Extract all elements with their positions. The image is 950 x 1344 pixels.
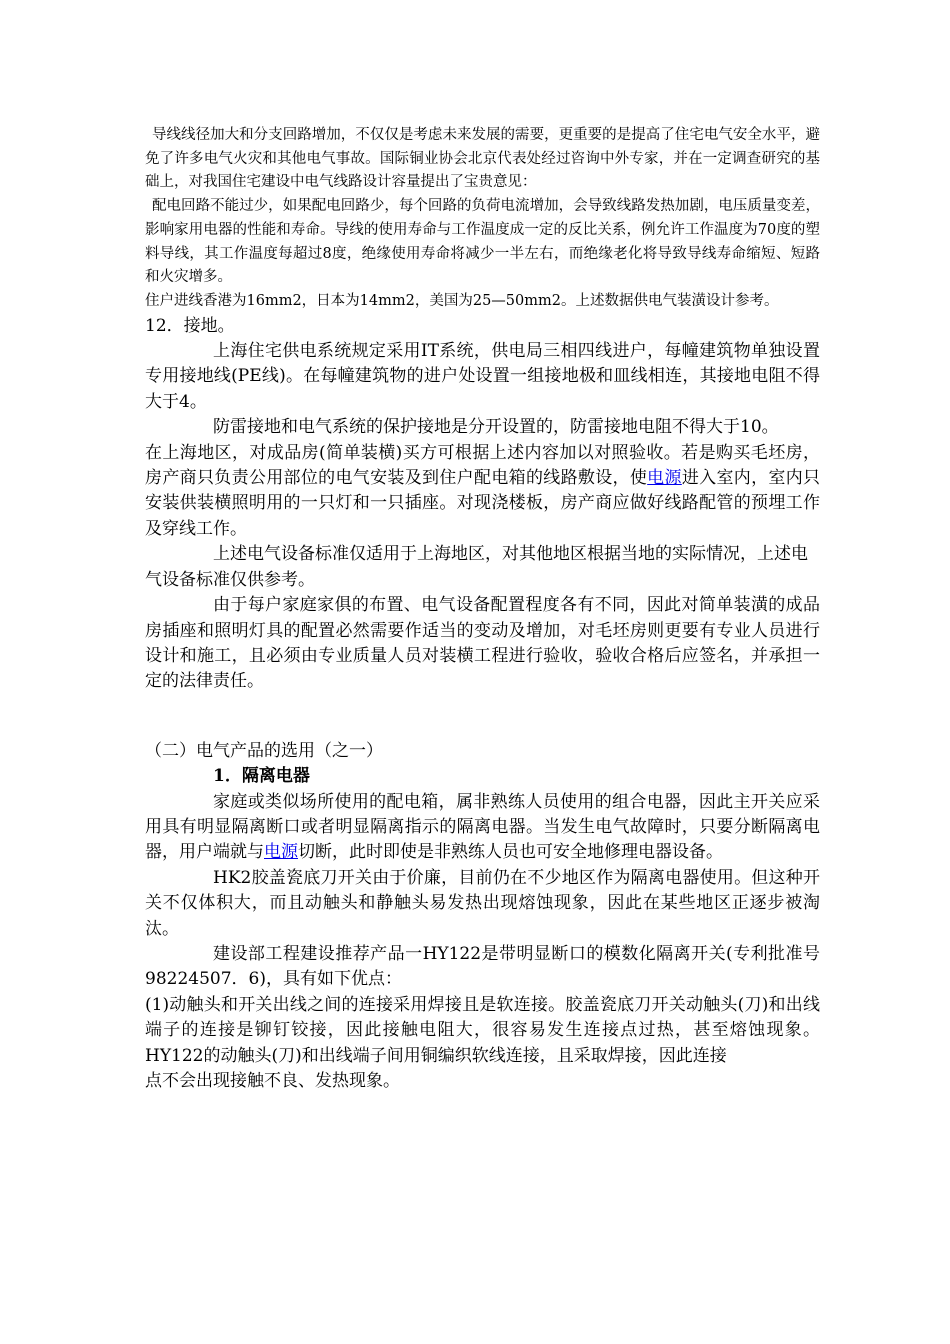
paragraph-distribution-circuits: 配电回路不能过少，如果配电回路少，每个回路的负荷电流增加，会导致线路发热加剧，电压质量变差，影响家用电器的性能和寿命。导线的使用寿命与工作温度成一定的反比关系，例允许工作温度为70度的塑料导线，其工作温度每超过8度，绝缘使用寿命将减少一半左右，而绝缘老化将导致导线寿命缩短、短路和火灾增多。	[145, 198, 820, 286]
paragraph-wire-diameter: 导线线径加大和分支回路增加，不仅仅是考虑未来发展的需要，更重要的是提高了住宅电气安全水平，避免了许多电气火灾和其他电气事故。国际铜业协会北京代表处经过咨询中外专家，并在一定调查研究的基础上，对我国住宅建设中电气线路设计容量提出了宝贵意见：	[145, 127, 820, 191]
paragraph-standard-scope: 上述电气设备标准仅适用于上海地区，对其他地区根据当地的实际情况，上述电气设备标准仅供参考。	[145, 544, 808, 590]
paragraph-shanghai-system: 上海住宅供电系统规定采用IT系统，供电局三相四线进户，每幢建筑物单独设置专用接地线(PE线)。在每幢建筑物的进户处设置一组接地极和皿线相连，其接地电阻不得大于4。	[145, 341, 820, 412]
document-page	[145, 124, 820, 1094]
power-link[interactable]: 电源	[647, 468, 682, 489]
paragraph-advantage-1: (1)动触头和开关出线之间的连接采用焊接且是软连接。胶盖瓷底刀开关动触头(刀)和出线端子的连接是铆钉铰接，因此接触电阻大，很容易发生连接点过热，甚至熔蚀现象。HY122的动触头(刀)和出线端子间用铜编织软线连接，且采取焊接，因此连接	[145, 994, 820, 1066]
paragraph-hk2-switch: HK2胶盖瓷底刀开关由于价廉，目前仍在不少地区作为隔离电器使用。但这种开关不仅体积大，而且动触头和静触头易发热出现熔蚀现象，因此在某些地区正逐步被淘汰。	[145, 867, 820, 939]
spacer	[145, 695, 820, 739]
subheading-isolating-device: 1．隔离电器	[213, 766, 310, 787]
power-link[interactable]: 电源	[264, 842, 298, 863]
section-heading-product-selection: （二）电气产品的选用（之一）	[145, 740, 383, 761]
paragraph-hy122-intro: 建设部工程建设推荐产品一HY122是带明显断口的模数化隔离开关(专利批准号98224507．6)，具有如下优点：	[145, 943, 820, 990]
paragraph-text: 进入室内，室内只安装供装横照明用的一只灯和一只插座。对现浇楼板，房产商应做好线路配管的预埋工作及穿线工作。	[145, 468, 821, 539]
paragraph-acceptance	[145, 441, 820, 543]
paragraph-text: 切断，此时即使是非熟练人员也可安全地修理电器设备。	[298, 842, 723, 863]
section-heading-grounding: 12．接地。	[145, 315, 235, 336]
paragraph-incoming-line: 住户进线香港为16mm2，日本为14mm2，美国为25—50mm2。上述数据供电气装潢设计参考。	[145, 292, 779, 309]
paragraph-advantage-1-cont: 点不会出现接触不良、发热现象。	[145, 1071, 400, 1091]
paragraph-distribution-box	[145, 790, 820, 866]
paragraph-furniture-layout: 由于每户家庭家俱的布置、电气设备配置程度各有不同，因此对简单装潢的成品房插座和照明灯具的配置必然需要作适当的变动及增加，对毛坯房则更要有专业人员进行设计和施工，且必须由专业质量人员对装横工程进行验收，验收合格后应签名，并承担一定的法律责任。	[145, 595, 820, 692]
paragraph-text: 在上海地区，对成品房(简单装横)买方可根据上述内容加以对照验收。若是购买毛坯房，房产商只负责公用部位的电气安装及到住户配电箱的线路敷设，使	[145, 442, 820, 489]
paragraph-lightning-grounding: 防雷接地和电气系统的保护接地是分开设置的，防雷接地电阻不得大于10。	[213, 417, 779, 438]
paragraph-text: 家庭或类似场所使用的配电箱，属非熟练人员使用的组合电器，因此主开关应采用具有明显隔离断口或者明显隔离指示的隔离电器。当发生电气故障时，只要分断隔离电器，用户端就与	[145, 791, 820, 863]
